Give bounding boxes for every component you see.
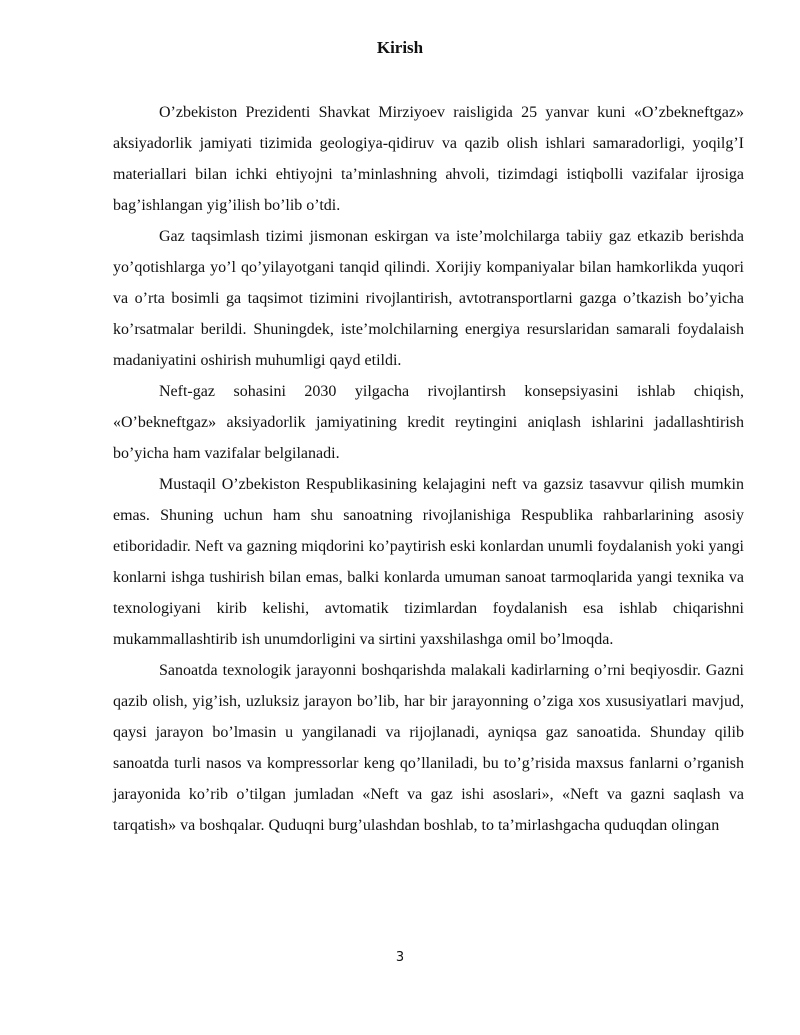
page-title: Kirish [376,38,424,57]
paragraph-3: Neft-gaz sohasini 2030 yilgacha rivojlantirsh konsepsiyasini ishlab chiqish, «O’bekneftgaz» aksiyadorlik jamiyatining kredit reytingini aniqlash ishlarini jadallashtirish bo’yicha ham vazifalar belgilanadi. [113,383,744,462]
body-text [113,97,744,841]
paragraph-5: Sanoatda texnologik jarayonni boshqarishda malakali kadirlarning o’rni beqiyosdir. Gazni qazib olish, yig’ish, uzluksiz jarayon bo’lib, har bir jarayonning o’ziga xos xususiyatlari mavjud, qaysi jarayon bo’lmasin u yangilanadi va rijojlanadi, ayniqsa gaz sanoatida. Shunday qilib sanoatda turli nasos va kompressorlar keng qo’llaniladi, bu to’g’risida maxsus fanlarni o’rganish jarayonida ko’rib o’tilgan jumladan «Neft va gaz ishi asoslari», «Neft va gazni saqlash va tarqatish» va boshqalar. Quduqni burg’ulashdan boshlab, to ta’mirlashgacha quduqdan olingan [113,662,744,834]
page-number: 3 [395,950,405,965]
paragraph-4: Mustaqil O’zbekiston Respublikasining kelajagini neft va gazsiz tasavvur qilish mumkin emas. Shuning uchun ham shu sanoatning rivojlanishiga Respublika rahbarlarining asosiy etiboridadir. Neft va gazning miqdorini ko’paytirish eski konlardan unumli foydalanish yoki yangi konlarni ishga tushirish bilan emas, balki konlarda umuman sanoat tarmoqlarida yangi texnika va texnologiyani kirib kelishi, avtomatik tizimlardan foydalanish esa ishlab chiqarishni mukammallashtirib ish unumdorligini va sirtini yaxshilashga omil bo’lmoqda. [113,476,744,648]
paragraph-2: Gaz taqsimlash tizimi jismonan eskirgan va iste’molchilarga tabiiy gaz etkazib berishda yo’qotishlarga yo’l qo’yilayotgani tanqid qilindi. Xorijiy kompaniyalar bilan hamkorlikda yuqori va o’rta bosimli ga taqsimot tizimini rivojlantirish, avtotransportlarni gazga o’tkazish bo’yicha ko’rsatmalar berildi. Shuningdek, iste’molchilarning energiya resurslaridan samarali foydalaish madaniyatini oshirish muhumligi qayd etildi. [113,228,744,369]
paragraph-1: O’zbekiston Prezidenti Shavkat Mirziyoev raisligida 25 yanvar kuni «O’zbekneftgaz» aksiyadorlik jamiyati tizimida geologiya-qidiruv va qazib olish ishlari samaradorligi, yoqilg’I materiallari bilan ichki ehtiyojni ta’minlashning ahvoli, tizimdagi istiqbolli vazifalar ijrosiga bag’ishlangan yig’ilish bo’lib o’tdi. [113,104,744,214]
